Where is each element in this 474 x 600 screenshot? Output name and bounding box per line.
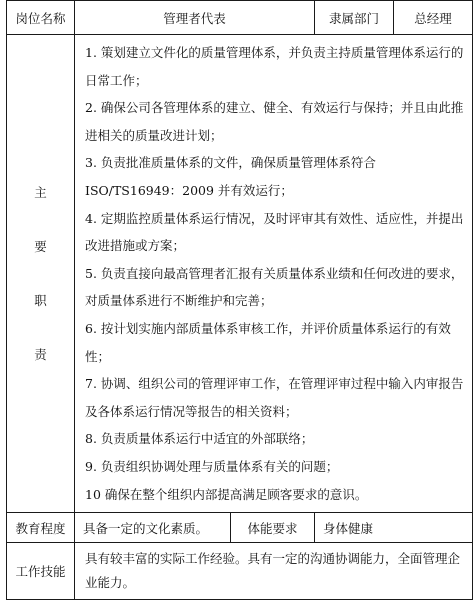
skills-value: 具有较丰富的实际工作经验。具有一定的沟通协调能力，全面管理企业能力。 xyxy=(75,543,473,600)
education-label: 教育程度 xyxy=(7,513,75,543)
duties-label xyxy=(7,35,75,513)
duty-item: 5. 负责直接向最高管理者汇报有关质量体系业绩和任何改进的要求，对质量体系进行不断维护和完善； xyxy=(85,265,464,309)
fitness-label: 体能要求 xyxy=(231,513,315,543)
duty-item: 2. 确保公司各管理体系的建立、健全、有效运行与保持；并且由此推进相关的质量改进计划； xyxy=(85,100,464,143)
duties-label-char: 要 xyxy=(34,238,47,254)
duty-item: 4. 定期监控质量体系运行情况，及时评审其有效性、适应性，并提出改进措施或方案； xyxy=(85,210,464,254)
duty-item: 9. 负责组织协调处理与质量体系有关的问题； xyxy=(85,458,339,474)
skills-row xyxy=(7,543,473,600)
duty-item: 3. 负责批准质量体系的文件，确保质量管理体系符合 ISO/TS16949：2009 并有效运行； xyxy=(85,155,376,198)
fitness-value: 身体健康 xyxy=(315,513,473,543)
duty-item: 1. 策划建立文件化的质量管理体系，并负责主持质量管理体系运行的日常工作； xyxy=(85,45,464,88)
duty-item: 8. 负责质量体系运行中适宜的外部联络； xyxy=(85,431,314,447)
education-value: 具备一定的文化素质。 xyxy=(75,513,231,543)
duty-item: 7. 协调、组织公司的管理评审工作，在管理评审过程中输入内审报告及各体系运行情况等报告的相关资料； xyxy=(85,376,464,419)
duties-label-char: 责 xyxy=(34,346,47,362)
education-row xyxy=(7,513,473,543)
post-name-label: 岗位名称 xyxy=(7,1,75,35)
duties-list xyxy=(75,35,473,513)
duty-item: 10 确保在整个组织内部提高满足顾客要求的意识。 xyxy=(85,486,368,502)
duty-item: 6. 按计划实施内部质量体系审核工作，并评价质量体系运行的有效性； xyxy=(85,320,451,364)
duties-label-char: 主 xyxy=(34,184,47,200)
duties-label-char: 职 xyxy=(34,292,47,308)
header-row xyxy=(7,1,473,35)
job-description-table xyxy=(6,0,473,600)
duties-row xyxy=(7,35,473,513)
post-name-value: 管理者代表 xyxy=(75,1,315,35)
department-value: 总经理 xyxy=(394,1,473,35)
skills-label: 工作技能 xyxy=(7,543,75,600)
department-label: 隶属部门 xyxy=(315,1,394,35)
